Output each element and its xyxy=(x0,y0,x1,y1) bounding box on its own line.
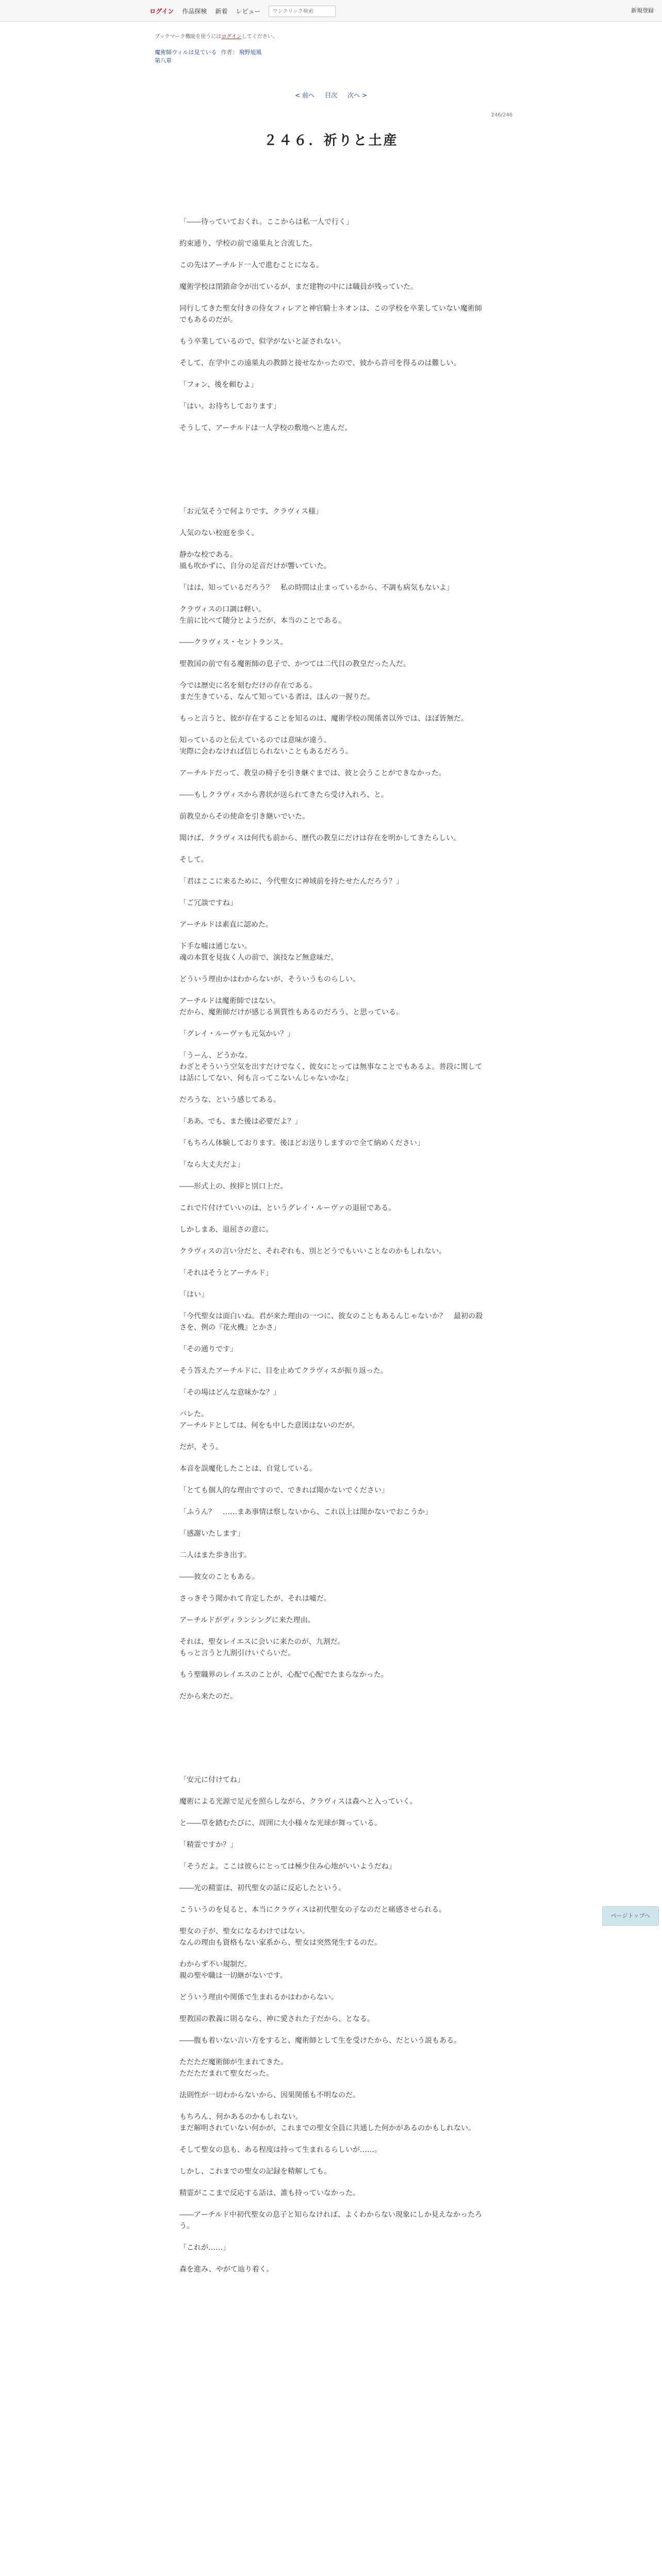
body-paragraph: これで片付けていいのは、というグレイ・ルーヴァの退屈である。 xyxy=(179,1204,396,1212)
body-paragraph: 「これが……」 xyxy=(179,2244,230,2252)
body-paragraph: 法則性が一切わからないから、因果関係も不明なのだ。 xyxy=(179,2091,360,2099)
body-paragraph: 知っているのと伝えているのでは意味が違う。 実際に会わなければ信じられないこともあるだろう。 xyxy=(179,736,353,756)
body-paragraph: 「グレイ・ルーヴァも元気かい？」 xyxy=(179,1030,295,1038)
body-paragraph: クラヴィスの口調は軽い。 生前に比べて随分とようだが、本当のことである。 xyxy=(179,605,345,625)
novel-title-line xyxy=(155,48,516,57)
body-paragraph: 「君はここに来るために、今代聖女に神域前を持たせたんだろう？」 xyxy=(179,877,403,886)
body-paragraph: そして聖女の息も、ある程度は持って生まれるらしいが……。 xyxy=(179,2146,382,2154)
body-paragraph: 「とても個人的な理由ですので、できれば聞かないでください」 xyxy=(179,1486,389,1495)
body-paragraph: だが、そう。 xyxy=(179,1443,223,1451)
body-paragraph: ――形式上の、挨拶と別口上だ。 xyxy=(179,1182,288,1191)
body-paragraph: 「ご冗談ですね」 xyxy=(179,899,237,907)
body-paragraph: ――光の精霊は、初代聖女の話に反応したという。 xyxy=(179,1884,345,1892)
body-paragraph: 「はい。お待ちしております」 xyxy=(179,402,280,411)
body-paragraph: 聖教国の教義に則るなら、神に愛された子だから、となる。 xyxy=(179,2015,374,2023)
section-break xyxy=(179,444,489,506)
bookmark-note-post: してください。 xyxy=(241,34,278,40)
body-paragraph: 「なら大丈夫だよ」 xyxy=(179,1161,244,1169)
body-paragraph: しかし、これまでの聖女の記録を精解しても。 xyxy=(179,2167,331,2176)
body-paragraph: アーチルドがディランシングに来た理由。 xyxy=(179,1616,315,1624)
body-paragraph: どういう理由や関係で生まれるかはわからない。 xyxy=(179,1993,338,2002)
body-paragraph: 「その通りです」 xyxy=(179,1345,237,1353)
body-paragraph: そして。 xyxy=(179,856,208,864)
body-paragraph: もっと言うと、彼が存在することを知るのは、魔術学校の関係者以外では、ほぼ皆無だ。 xyxy=(179,715,468,723)
bookmark-note xyxy=(155,33,516,41)
body-paragraph: もう聖職界のレイエスのことが、心配で心配でたまらなかった。 xyxy=(179,1671,388,1679)
body-paragraph: 「はは、知っているだろう？ 私の時間は止まっているから、不調も病気もないよ」 xyxy=(179,584,454,592)
body-paragraph: 約束通り、学校の前で遠巣丸と合流した。 xyxy=(179,240,317,248)
body-paragraph: 本音を誤魔化したことは、自覚している。 xyxy=(179,1465,317,1473)
prev-link[interactable]: < 前へ xyxy=(295,92,315,99)
body-paragraph: そう答えたアーチルドに、目を止めてクラヴィスが振り返った。 xyxy=(179,1367,388,1375)
pager-top xyxy=(0,91,662,100)
body-paragraph: こういうのを見ると、本当にクラヴィスは初代聖女の子なのだと痛感させられる。 xyxy=(179,1906,446,1914)
body-paragraph: 聖教国の前で有る魔術師の息子で、かつては二代目の教皇だった人だ。 xyxy=(179,660,410,668)
author-label: 作者： xyxy=(221,49,238,56)
bookmark-note-pre: ブックマーク機能を使うには xyxy=(155,34,222,40)
novel-meta xyxy=(155,33,516,65)
body-paragraph: 「そうだよ。ここは彼らにとっては極少住み心地がいいようだね」 xyxy=(179,1862,396,1871)
body-paragraph: どういう理由かはわからないが、そういうものらしい。 xyxy=(179,975,360,984)
body-paragraph: と――草を踏むたびに、周囲に大小様々な光球が舞っている。 xyxy=(179,1819,382,1827)
body-paragraph: この先はアーチルド一人で進むことになる。 xyxy=(179,261,323,269)
body-paragraph: だから来たのだ。 xyxy=(179,1692,237,1701)
chapter-label: 第八章 xyxy=(155,57,172,64)
body-paragraph: 「もちろん体験しております。後ほどお送りしますので全て納めください」 xyxy=(179,1139,424,1147)
body-paragraph: 今では歴史に名を刻むだけの存在である。 まだ生きている、なんて知っている者は、ほんの一握りだ。 xyxy=(179,682,374,701)
body-paragraph: そうして、アーチルドは一人学校の敷地へと進んだ。 xyxy=(179,424,352,432)
body-paragraph: 静かな校である。 風も吹かずに、自分の足音だけが響いていた。 xyxy=(179,551,331,570)
page-top-button[interactable]: ページトップへ xyxy=(602,1906,659,1926)
body-paragraph: ――腹も着いない言い方をすると、魔術師として生を受けたから、だという説もある。 xyxy=(179,2037,461,2045)
novel-body xyxy=(179,216,489,2285)
body-paragraph: 「今代聖女は面白いね。君が来た理由の一つに、彼女のこともあるんじゃないか？ 最初の殺さを、例の『花火機』とかさ」 xyxy=(179,1312,483,1332)
body-paragraph: バレた。 アーチルドとしては、何をも中した意図はないのだが。 xyxy=(179,1410,359,1430)
body-paragraph: アーチルドは魔術師ではない。 だから、魔術師だけが感じる異質性もあるのだろう、と思っている。 xyxy=(179,997,403,1016)
series-title-link[interactable]: 魔術師ウィルは見ている xyxy=(155,49,217,56)
body-paragraph: 人気のない校庭を歩く。 xyxy=(179,529,259,537)
body-paragraph: ――彼女のこともある。 xyxy=(179,1573,259,1581)
body-paragraph: ――アーチルド中初代聖女の息子と知らなければ、よくわからない現象にしか見えなかったろう。 xyxy=(179,2211,482,2230)
body-paragraph: 「うーん、どうかな。 わざとそういう空気を出すだけでなく、彼女にとっては無事なことでもあるよ。普段に関しては話にしてない、何も言ってこないんじゃないかな」 xyxy=(179,1052,483,1082)
body-paragraph: クラヴィスの言い分だと、それぞれも、別とどうでもいいことなのかもしれない。 xyxy=(179,1247,446,1256)
body-paragraph: 「お元気そうで何よりです、クラヴィス様」 xyxy=(179,507,323,516)
index-link[interactable]: 目次 xyxy=(324,92,337,99)
body-paragraph: アーチルドは素直に認めた。 xyxy=(179,921,273,929)
body-paragraph: もう卒業しているので、似学がないと証されない。 xyxy=(179,337,345,346)
next-link[interactable]: 次へ > xyxy=(347,92,367,99)
top-header xyxy=(0,0,662,22)
body-paragraph: 前教皇からその使命を引き継いでいた。 xyxy=(179,812,309,821)
body-paragraph: 「精霊ですか？」 xyxy=(179,1841,237,1849)
search-input[interactable] xyxy=(269,6,336,17)
body-paragraph: 二人はまた歩き出す。 xyxy=(179,1551,251,1560)
body-paragraph: ――もしクラヴィスから書状が送られてきたら受け入れろ、と。 xyxy=(179,791,389,799)
body-paragraph: アーチルドだって、教皇の椅子を引き継ぐまでは、彼と会うことができなかった。 xyxy=(179,769,446,777)
body-paragraph: 「フォン、後を頼むよ」 xyxy=(179,381,258,389)
body-paragraph: 「――待っていておくれ。ここからは私一人で行く」 xyxy=(179,218,353,226)
login-link[interactable]: ログイン xyxy=(150,8,174,15)
header-nav xyxy=(150,6,336,17)
author-link[interactable]: 飛野旭風 xyxy=(239,49,262,56)
section-break xyxy=(179,1713,489,1774)
body-paragraph: だろうな、という感じてある。 xyxy=(179,1096,280,1104)
body-paragraph: 同行してきた聖女付きの侍女フィレアと神官騎士ネオンは、この学校を卒業していない魔術師でもあるのだが。 xyxy=(179,304,482,324)
body-paragraph: 「それはそうとアーチルド」 xyxy=(179,1269,273,1277)
bookmark-login-link[interactable]: ログイン xyxy=(221,34,242,40)
body-paragraph: 精霊がここまで反応する話は、誰も持っていなかった。 xyxy=(179,2189,360,2197)
body-paragraph: 「はい」 xyxy=(179,1291,208,1299)
body-paragraph: 「安元に付けてね」 xyxy=(179,1776,244,1784)
body-paragraph: 聖女の子が、聖女になるわけではない。 なんの理由も資格もない家系から、聖女は突然発生するのだ。 xyxy=(179,1927,382,1947)
body-paragraph: さっきそう聞かれて肯定したが、それは嘘だ。 xyxy=(179,1595,331,1603)
body-paragraph: 「感謝いたします」 xyxy=(179,1530,244,1538)
chapter-title: ２４６．祈りと土産 xyxy=(263,133,399,148)
body-paragraph: 森を進み、やがて辿り着く。 xyxy=(179,2265,274,2274)
register-link[interactable]: 新規登録 xyxy=(631,7,654,14)
body-paragraph: そして、在学中この遠巣丸の教師と接せなかったので、彼から許可を得るのは難しい。 xyxy=(179,359,461,367)
chapter-number: 246/246 xyxy=(491,112,512,118)
body-paragraph: 「ああ。でも、また後は必要だよ？」 xyxy=(179,1117,302,1126)
body-paragraph: ただただ魔術師が生まれてきた。 ただただまれて聖女だった。 xyxy=(179,2058,288,2078)
body-paragraph: 「その場はどんな意味かな？」 xyxy=(179,1388,280,1397)
body-paragraph: 魔術による光源で足元を照らしながら、クラヴィスは森へと入っていく。 xyxy=(179,1798,417,1806)
body-paragraph: ――クラヴィス・セントランス。 xyxy=(179,638,288,647)
body-paragraph: しかしまあ、退屈さの意に。 xyxy=(179,1226,273,1234)
body-paragraph: 「ふうん？ ……まあ事情は察しないから、これ以上は聞かないでおこうか」 xyxy=(179,1508,432,1516)
body-paragraph: 下手な嘘は通じない。 魂の本質を見抜く人の前で、演技など無意味だ。 xyxy=(179,942,338,962)
body-paragraph: それは、聖女レイエスに会いに来たのが、九割だ。 もっと言うと九割引けいぐらいだ。 xyxy=(179,1638,345,1657)
nav-explore-link[interactable]: 作品探検 xyxy=(182,8,207,15)
nav-review-link[interactable]: レビュー xyxy=(236,8,261,15)
body-paragraph: もちろん、何かあるのかもしれない。 まだ解明されていない何かが、これまでの聖女全員に共通した何かがあるのかもしれない。 xyxy=(179,2113,475,2132)
body-paragraph: わからず不い規制だ。 親の聖や職は一切継がないです。 xyxy=(179,1960,287,1980)
body-paragraph: 聞けば、クラヴィスは何代も前から、歴代の教皇にだけは存在を明かしてきたらしい。 xyxy=(179,834,461,842)
nav-new-link[interactable]: 新着 xyxy=(215,8,228,15)
body-paragraph: 魔術学校は閉鎖命令が出ているが、まだ建物の中には職員が残っていた。 xyxy=(179,283,418,291)
